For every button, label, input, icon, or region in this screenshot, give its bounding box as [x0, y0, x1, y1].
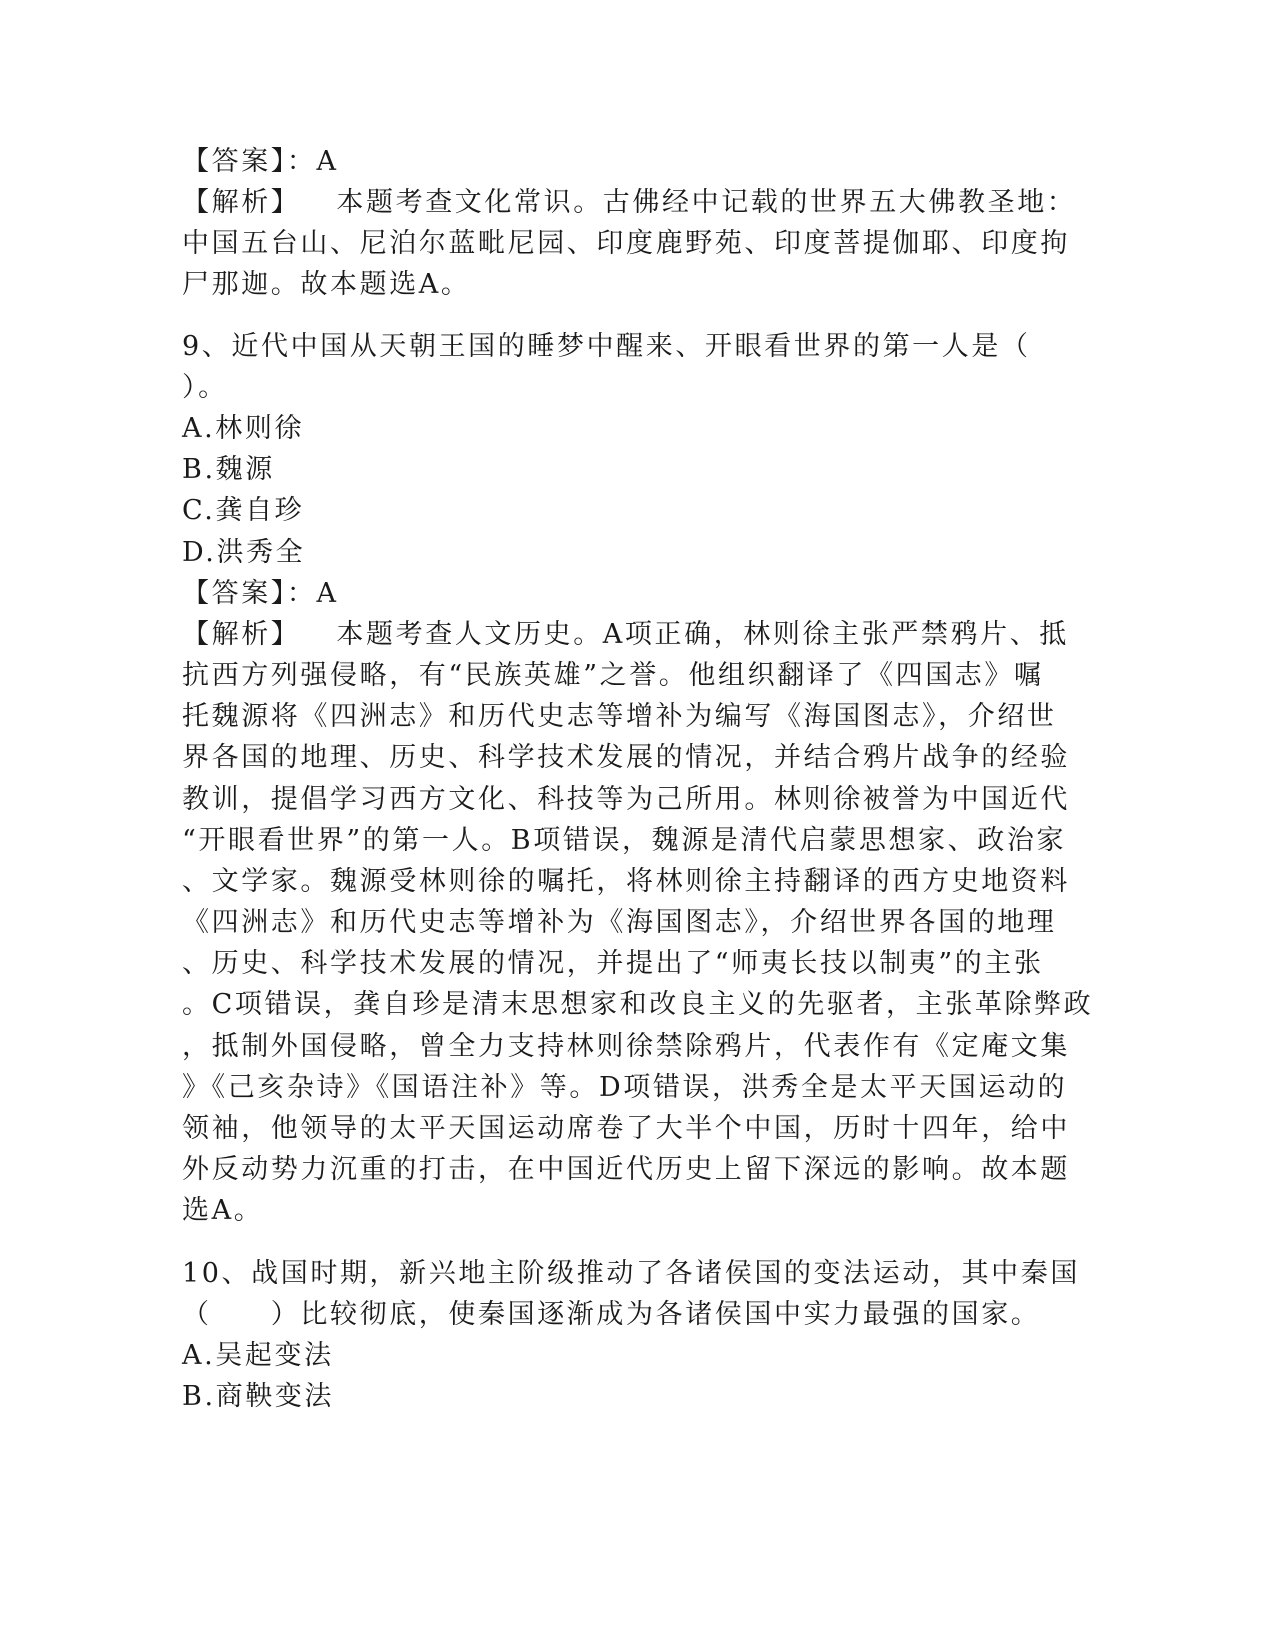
q9-analysis-text: 本题考查人文历史。A项正确，林则徐主张严禁鸦片、抵 [336, 619, 1069, 650]
q9-analysis-line-2: 抗西方列强侵略，有“民族英雄”之誉。他组织翻译了《四国志》嘱 [182, 660, 1044, 691]
q9-analysis-line-1 [182, 615, 1069, 655]
q9-option-c: C.龚自珍 [182, 495, 305, 526]
q9-analysis-line-15: 选A。 [182, 1195, 264, 1226]
q9-stem-line-2: ）。 [182, 372, 228, 403]
q9-analysis-line-6: “开眼看世界”的第一人。B项错误，魏源是清代启蒙思想家、政治家 [182, 825, 1067, 856]
q9-analysis-line-4: 界各国的地理、历史、科学技术发展的情况，并结合鸦片战争的经验 [182, 742, 1070, 773]
q9-stem-line-1: 9、近代中国从天朝王国的睡梦中醒来、开眼看世界的第一人是（ [182, 331, 1031, 362]
q9-option-a: A.林则徐 [182, 413, 305, 444]
q9-analysis-line-14: 外反动势力沉重的打击，在中国近代历史上留下深远的影响。故本题 [182, 1154, 1070, 1185]
q9-option-b: B.魏源 [182, 454, 275, 485]
q9-analysis-line-10: 。C项错误，龚自珍是清末思想家和改良主义的先驱者，主张革除弊政 [182, 989, 1094, 1020]
q10-stem-line-2: （ ）比较彻底，使秦国逐渐成为各诸侯国中实力最强的国家。 [182, 1299, 1041, 1330]
q10-option-a: A.吴起变法 [182, 1340, 334, 1371]
q9-analysis-line-3: 托魏源将《四洲志》和历代史志等增补为编写《海国图志》，介绍世 [182, 701, 1057, 732]
q9-analysis-line-12: 》《己亥杂诗》《国语注补》等。D项错误，洪秀全是太平天国运动的 [182, 1072, 1068, 1103]
prev-analysis-line-1 [182, 183, 1076, 223]
q9-analysis-line-9: 、历史、科学技术发展的情况，并提出了“师夷长技以制夷”的主张 [182, 948, 1044, 979]
prev-answer-line: 【答案】：A [182, 146, 339, 177]
q9-answer-line: 【答案】：A [182, 578, 339, 609]
q9-analysis-line-5: 教训，提倡学习西方文化、科技等为己所用。林则徐被誉为中国近代 [182, 784, 1070, 815]
q10-option-b: B.商鞅变法 [182, 1381, 335, 1412]
q9-analysis-line-11: ，抵制外国侵略，曾全力支持林则徐禁除鸦片，代表作有《定庵文集 [182, 1031, 1070, 1062]
q9-analysis-line-7: 、文学家。魏源受林则徐的嘱托，将林则徐主持翻译的西方史地资料 [182, 866, 1070, 897]
q10-stem-line-1: 10、战国时期，新兴地主阶级推动了各诸侯国的变法运动，其中秦国 [182, 1258, 1080, 1289]
q9-analysis-line-8: 《四洲志》和历代史志等增补为《海国图志》，介绍世界各国的地理 [182, 907, 1057, 938]
prev-analysis-line-2: 中国五台山、尼泊尔蓝毗尼园、印度鹿野苑、印度菩提伽耶、印度拘 [182, 228, 1070, 259]
prev-analysis-line-3: 尸那迦。故本题选A。 [182, 269, 471, 300]
q9-option-d: D.洪秀全 [182, 537, 306, 568]
prev-analysis-label: 【解析】 [182, 187, 301, 218]
prev-analysis-text: 本题考查文化常识。古佛经中记载的世界五大佛教圣地： [336, 187, 1077, 218]
q9-analysis-line-13: 领袖，他领导的太平天国运动席卷了大半个中国，历时十四年，给中 [182, 1113, 1070, 1144]
q9-analysis-label: 【解析】 [182, 619, 301, 650]
